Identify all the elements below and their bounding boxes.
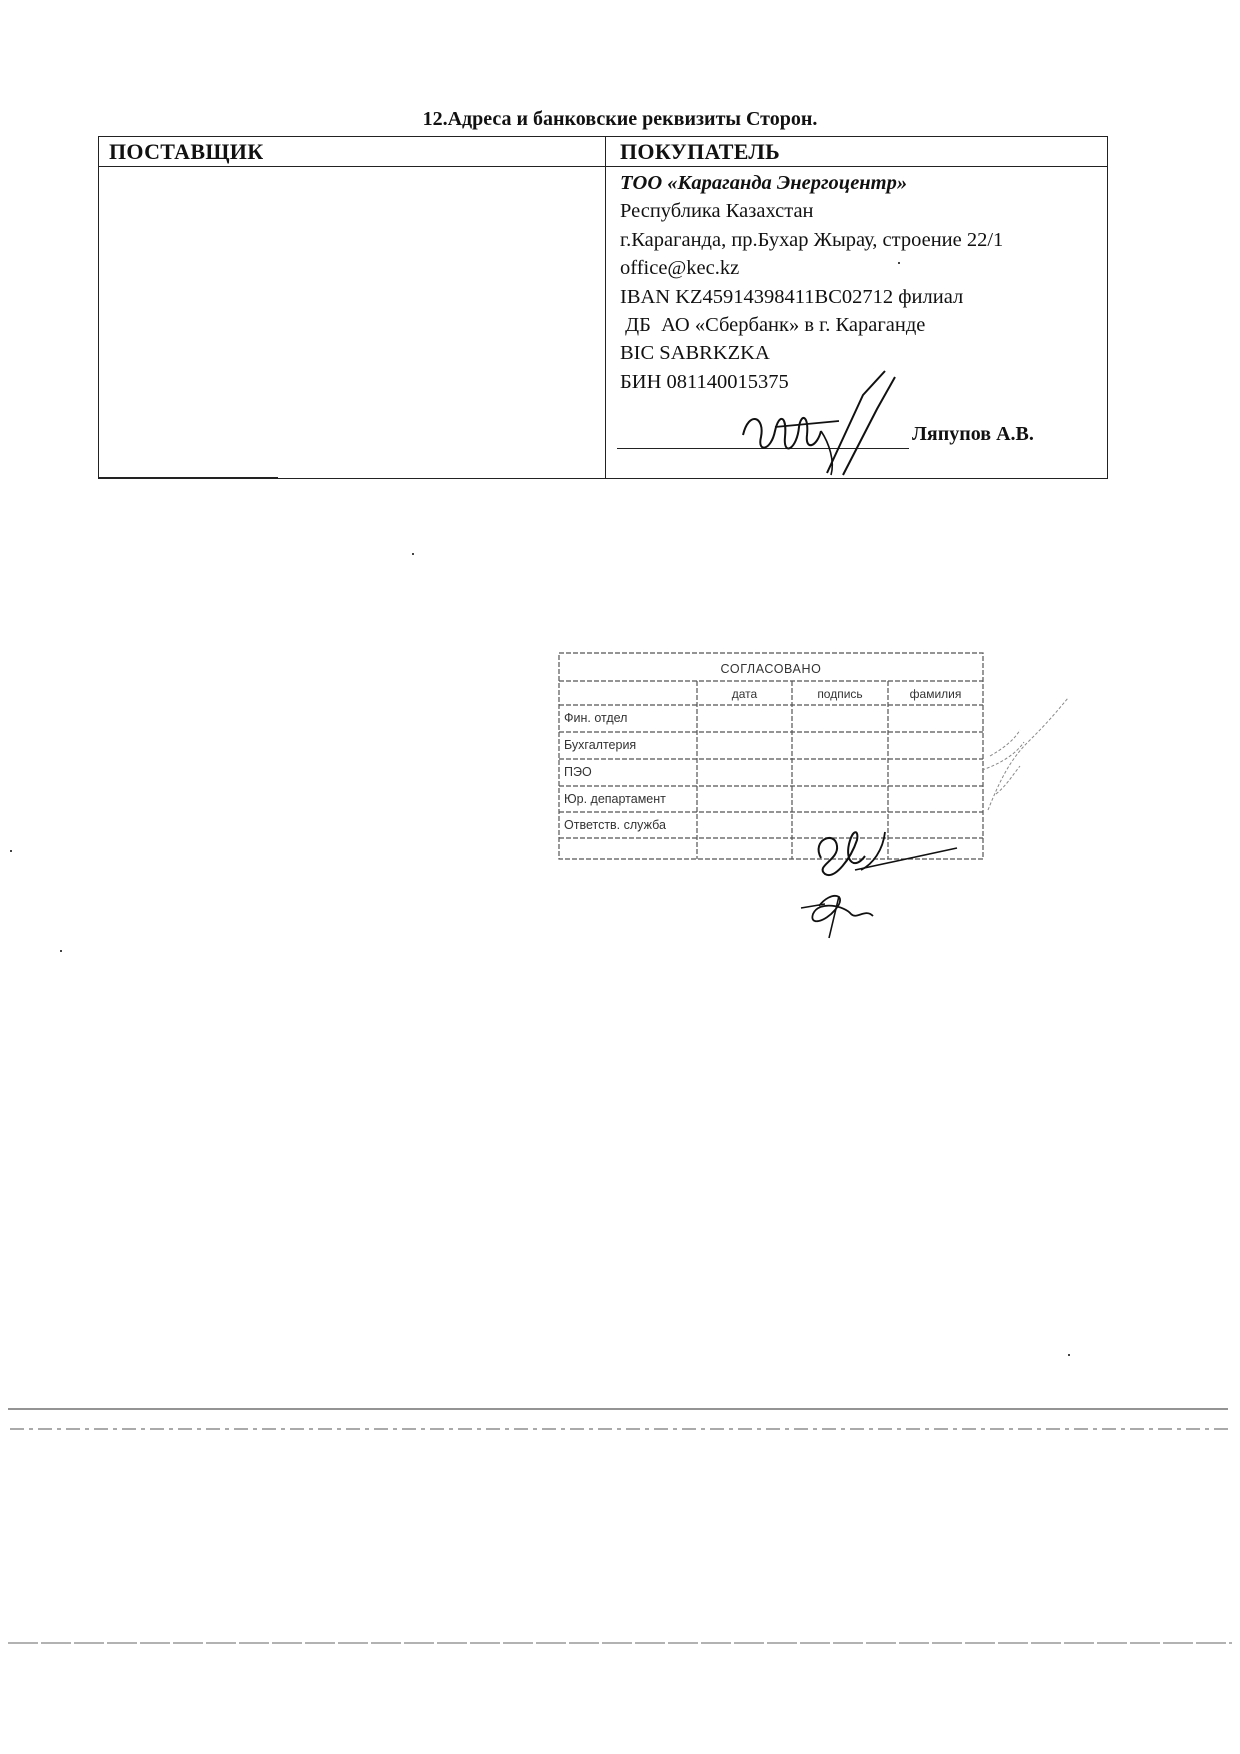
stamp-col-date: дата [731,687,758,701]
stamp-title: СОГЛАСОВАНО [720,662,822,676]
buyer-header: ПОКУПАТЕЛЬ [620,139,780,164]
buyer-address: г.Караганда, пр.Бухар Жырау, строение 22/1 [620,228,1004,251]
signatory-name: Ляпупов А.В. [912,423,1034,445]
supplier-header: ПОСТАВЩИК [109,139,264,164]
margin-scribble [980,690,1080,820]
buyer-iban: IBAN KZ45914398411BC02712 филиал [620,285,964,308]
buyer-signature [735,365,915,485]
scan-speck [60,950,62,952]
supplier-underline [98,477,278,478]
stamp-col-signature: подпись [817,687,863,701]
header-divider [99,166,1107,167]
buyer-bin: БИН 081140015375 [620,370,789,393]
approval-signature [795,810,975,940]
buyer-bic: BIC SABRKZKA [620,342,770,365]
requisites-table [98,136,1108,479]
footer-rule-top [0,1405,1240,1435]
buyer-country: Республика Казахстан [620,200,814,223]
buyer-details [620,169,1003,396]
section-title: 12.Адреса и банковские реквизиты Сторон. [422,108,818,130]
scan-speck [412,553,414,555]
column-divider [605,137,606,478]
stamp-row: Бухгалтерия [564,738,637,752]
stamp-row: Ответств. служба [564,818,666,832]
buyer-email: office@kec.kz [620,257,740,280]
stamp-col-surname: фамилия [909,687,962,701]
buyer-company: ТОО «Караганда Энергоцентр» [620,172,908,194]
stamp-row: Фин. отдел [564,711,628,725]
stamp-row: ПЭО [564,765,592,779]
footer-rule-bottom [0,1640,1240,1646]
scan-speck [1068,1354,1070,1356]
scan-speck [10,850,12,852]
buyer-bank: ДБ АО «Сбербанк» в г. Караганде [620,314,926,337]
scan-speck [898,262,900,264]
stamp-row: Юр. департамент [564,792,666,806]
